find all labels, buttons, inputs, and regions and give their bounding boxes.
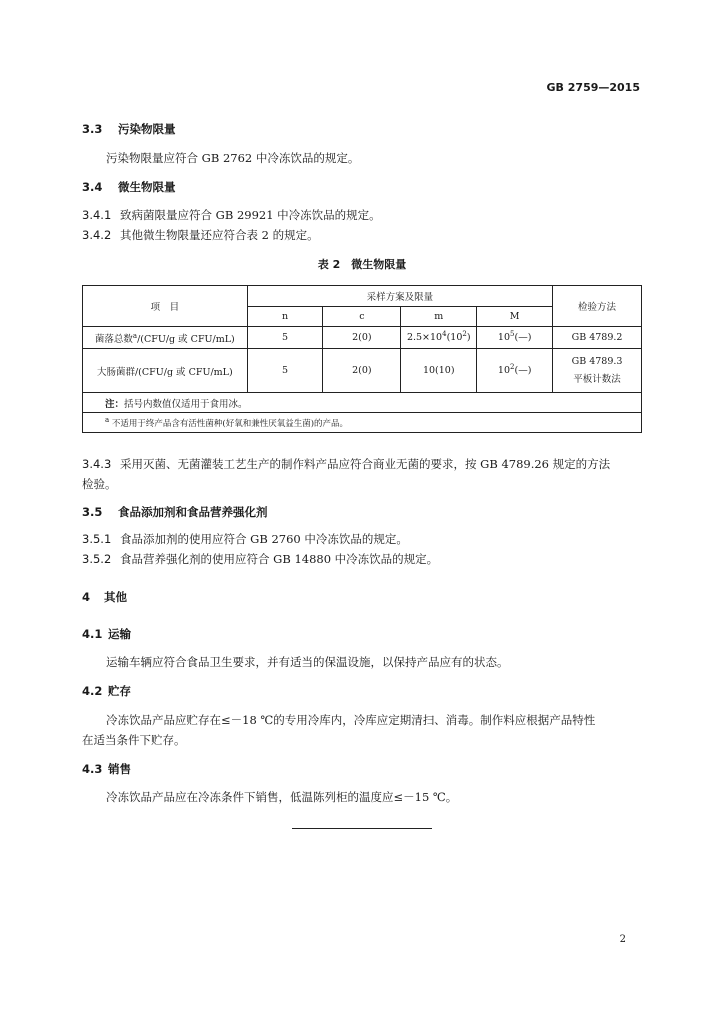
section-number: 3.3 — [82, 122, 103, 136]
paragraph-text: 致病菌限量应符合 GB 29921 中冷冻饮品的规定。 — [120, 208, 381, 222]
table-footnote: $^a$ 不适用于终产品含有活性菌种(好氧和兼性厌氧益生菌)的产品。 — [83, 413, 642, 433]
cell-n: 5 — [247, 327, 323, 349]
section-4-heading — [82, 589, 127, 605]
section-title: 微生物限量 — [118, 180, 176, 194]
section-number: 3.4.1 — [82, 208, 112, 222]
section-number: 3.5.2 — [82, 552, 112, 566]
table-row — [83, 349, 642, 393]
section-3-4-3-line2: 检验。 — [82, 477, 117, 491]
paragraph-text: 其他微生物限量还应符合表 2 的规定。 — [120, 228, 319, 242]
subheader-M: M — [477, 307, 553, 327]
column-header-method: 检验方法 — [553, 286, 642, 327]
section-4-1-text: 运输车辆应符合食品卫生要求，并有适当的保温设施，以保持产品应有的状态。 — [106, 655, 509, 669]
section-number: 4 — [82, 590, 91, 604]
section-title: 销售 — [108, 762, 131, 776]
section-title: 污染物限量 — [118, 122, 176, 136]
section-number: 3.4 — [82, 180, 103, 194]
subheader-n: n — [247, 307, 323, 327]
section-number: 4.3 — [82, 762, 103, 776]
section-3-3-text: 污染物限量应符合 GB 2762 中冷冻饮品的规定。 — [106, 151, 360, 165]
microbial-limits-table — [82, 285, 642, 433]
end-rule — [292, 828, 432, 829]
section-number: 3.5.1 — [82, 532, 112, 546]
cell-m: 10(10) — [401, 349, 477, 393]
table-note: 注：括号内数值仅适用于食用冰。 — [83, 393, 642, 413]
subheader-c: c — [323, 307, 401, 327]
section-3-4-2 — [82, 227, 319, 243]
section-number: 4.1 — [82, 627, 103, 641]
paragraph-text: 食品添加剂的使用应符合 GB 2760 中冷冻饮品的规定。 — [120, 532, 408, 546]
section-title: 贮存 — [108, 684, 131, 698]
cell-method: GB 4789.2 — [553, 327, 642, 349]
table-caption: 表 2 微生物限量 — [317, 258, 407, 271]
section-3-4-3-line1 — [82, 456, 610, 472]
section-3-4-1 — [82, 207, 381, 223]
paragraph-text: 食品营养强化剂的使用应符合 GB 14880 中冷冻饮品的规定。 — [120, 552, 439, 566]
section-3-3-heading — [82, 121, 176, 137]
section-4-1-heading — [82, 626, 131, 642]
section-3-4-heading — [82, 179, 176, 195]
cell-item: 大肠菌群/(CFU/g 或 CFU/mL) — [83, 349, 248, 393]
section-3-5-heading — [82, 504, 268, 520]
column-header-item: 项 目 — [83, 286, 248, 327]
cell-n: 5 — [247, 349, 323, 393]
section-title: 食品添加剂和食品营养强化剂 — [118, 505, 268, 519]
section-3-5-2 — [82, 551, 438, 567]
cell-M: $10^5(—)$ — [477, 327, 553, 349]
section-3-5-1 — [82, 531, 408, 547]
section-4-2-line1: 冷冻饮品产品应贮存在≤－18 ℃的专用冷库内，冷库应定期清扫、消毒。制作料应根据产品特性 — [106, 713, 596, 727]
cell-item: 菌落总数$^a$/(CFU/g 或 CFU/mL) — [83, 327, 248, 349]
cell-c: 2(0) — [323, 349, 401, 393]
column-header-sampling-plan: 采样方案及限量 — [247, 286, 552, 307]
section-title: 其他 — [104, 590, 127, 604]
section-title: 运输 — [108, 627, 131, 641]
cell-m: $2.5\times 10^4(10^2)$ — [401, 327, 477, 349]
paragraph-text: 采用灭菌、无菌灌装工艺生产的制作料产品应符合商业无菌的要求，按 GB 4789.26 规定的方法 — [120, 457, 611, 471]
section-4-3-heading — [82, 761, 131, 777]
standard-code: GB 2759—2015 — [546, 81, 640, 94]
table-header-row — [83, 286, 642, 307]
section-number: 3.4.2 — [82, 228, 112, 242]
cell-c: 2(0) — [323, 327, 401, 349]
section-4-3-text: 冷冻饮品产品应在冷冻条件下销售，低温陈列柜的温度应≤－15 ℃。 — [106, 790, 458, 804]
section-number: 4.2 — [82, 684, 103, 698]
cell-M: $10^2(—)$ — [477, 349, 553, 393]
section-4-2-line2: 在适当条件下贮存。 — [82, 733, 186, 747]
table-footnote-row — [83, 413, 642, 433]
page-number: 2 — [619, 934, 626, 945]
section-4-2-heading — [82, 683, 131, 699]
cell-method: GB 4789.3 平板计数法 — [553, 349, 642, 393]
section-number: 3.5 — [82, 505, 103, 519]
table-note-row — [83, 393, 642, 413]
subheader-m: m — [401, 307, 477, 327]
section-number: 3.4.3 — [82, 457, 112, 471]
table-row — [83, 327, 642, 349]
